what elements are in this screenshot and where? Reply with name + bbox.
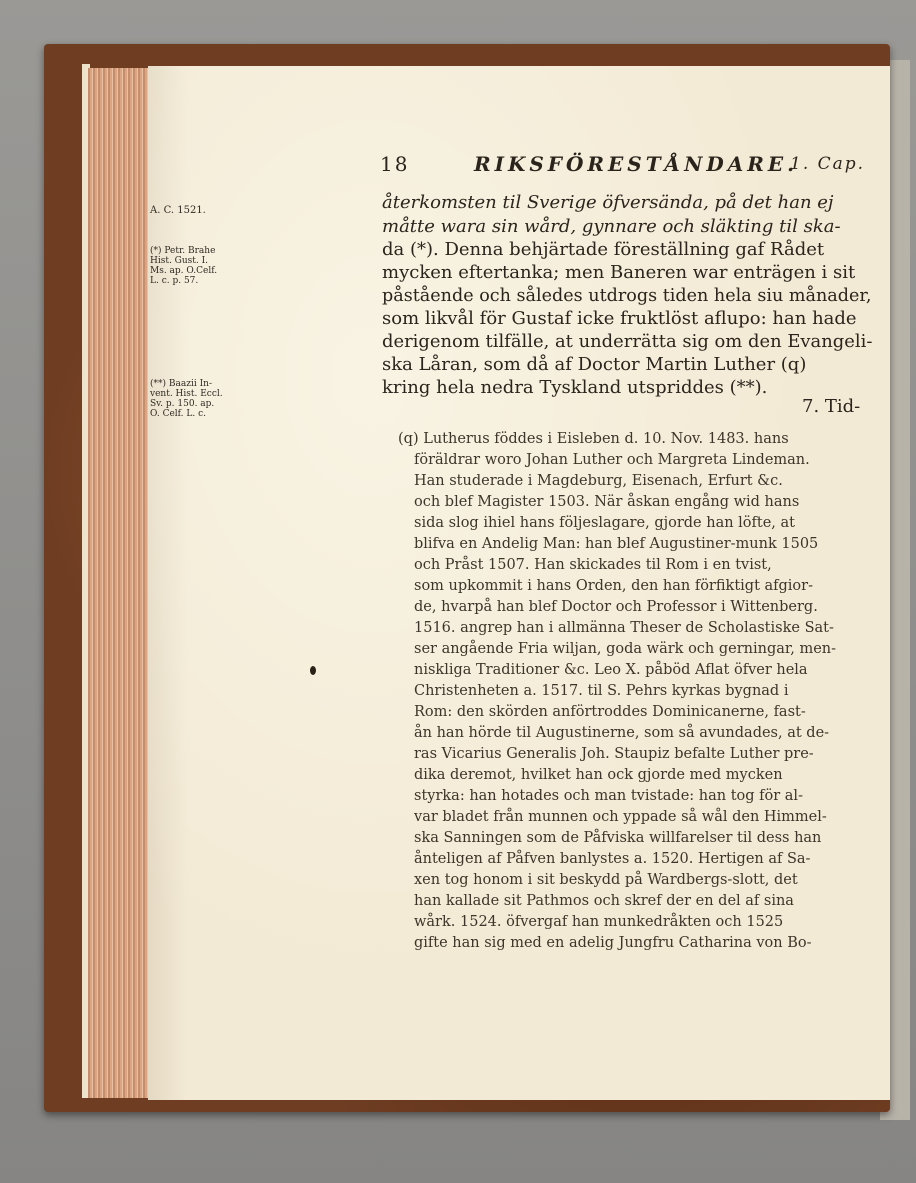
footnote-line: (q) Lutherus föddes i Eisleben d. 10. Nov. 1483. hans — [398, 431, 789, 447]
footnote-line: xen tog honom i sit beskydd på Wardbergs-slott, det — [414, 872, 798, 888]
body-line: derigenom tilfälle, at underrätta sig om den Evangeli- — [382, 331, 873, 352]
footnote-line: ånteligen af Påfven banlystes a. 1520. Hertigen af Sa- — [414, 851, 811, 867]
body-line: återkomsten til Sverige öfversända, på det han ej — [382, 192, 834, 213]
footnote-line: ån han hörde til Augustinerne, som så avundades, at de- — [414, 725, 830, 741]
margin-note-line: Ms. ap. O.Celf. — [150, 266, 218, 276]
body-line: ska Låran, som då af Doctor Martin Luther (q) — [382, 354, 807, 375]
footnote-line: föräldrar woro Johan Luther och Margreta Lindeman. — [414, 452, 810, 468]
footnote-line: sida slog ihiel hans följeslagare, gjorde han löfte, at — [414, 515, 795, 531]
margin-note-line: O. Celf. L. c. — [150, 409, 206, 419]
page-block-edge — [85, 68, 153, 1098]
body-line: mycken eftertanka; men Baneren war enträgen i sit — [382, 262, 856, 283]
footnote-line: ska Sanningen som de Påfviska willfarelser til dess han — [414, 830, 822, 846]
footnote-line: ras Vicarius Generalis Joh. Staupiz befalte Luther pre- — [414, 746, 814, 762]
catchword: 7. Tid- — [802, 396, 861, 417]
body-line: måtte wara sin wård, gynnare och släkting til ska- — [382, 216, 841, 237]
footnote-line: styrka: han hotades och man tvistade: han tog för al- — [414, 788, 803, 804]
margin-note-line: vent. Hist. Eccl. — [150, 389, 223, 399]
body-line: da (*). Denna behjärtade föreställning gaf Rådet — [382, 239, 825, 260]
ink-spot — [310, 666, 316, 675]
chapter-label: 1. Cap. — [790, 154, 866, 174]
footnote-line: var bladet från munnen och yppade så wål den Himmel- — [414, 809, 827, 825]
footnote-line: som upkommit i hans Orden, den han förfiktigt afgior- — [414, 578, 813, 594]
footnote-line: ser angående Fria wiljan, goda wärk och gerningar, men- — [414, 641, 837, 657]
footnote-line: 1516. angrep han i allmänna Theser de Scholastiske Sat- — [414, 620, 834, 636]
footnote-line: niskliga Traditioner &c. Leo X. påböd Aflat öfver hela — [414, 662, 808, 678]
margin-note-line: Sv. p. 150. ap. — [150, 399, 215, 409]
footnote-line: och Pråst 1507. Han skickades til Rom i en tvist, — [414, 557, 772, 573]
footnote-line: Han studerade i Magdeburg, Eisenach, Erfurt &c. — [414, 473, 783, 489]
footnote-line: blifva en Andelig Man: han blef Augustiner-munk 1505 — [414, 536, 819, 552]
footnote-line: och blef Magister 1503. När åskan engång wid hans — [414, 494, 800, 510]
margin-year: A. C. 1521. — [150, 205, 206, 216]
footnote-line: de, hvarpå han blef Doctor och Professor i Wittenberg. — [414, 599, 818, 615]
running-title: RIKSFÖRESTÅNDARE. — [474, 152, 799, 176]
footnote-line: gifte han sig med en adelig Jungfru Catharina von Bo- — [414, 935, 812, 951]
book-page — [148, 66, 890, 1100]
margin-note-star — [150, 246, 217, 286]
margin-note-line: (*) Petr. Brahe — [150, 246, 216, 256]
page-number: 18 — [380, 152, 410, 176]
margin-note-line: (**) Baazii In- — [150, 379, 212, 389]
footnote-line: han kallade sit Pathmos och skref der en del af sina — [414, 893, 794, 909]
footnote-line: wårk. 1524. öfvergaf han munkedråkten och 1525 — [414, 914, 784, 930]
body-line: kring hela nedra Tyskland utspriddes (**). — [382, 377, 768, 398]
margin-note-line: L. c. p. 57. — [150, 276, 199, 286]
margin-note-double-star — [150, 379, 223, 419]
footnote-line: dika deremot, hvilket han ock gjorde med mycken — [414, 767, 783, 783]
footnote-line: Christenheten a. 1517. til S. Pehrs kyrkas bygnad i — [414, 683, 789, 699]
body-line: som likvål för Gustaf icke fruktlöst aflupo: han hade — [382, 308, 857, 329]
footnote-line: Rom: den skörden anförtroddes Dominicanerne, fast- — [414, 704, 806, 720]
body-line: påstående och således utdrogs tiden hela siu månader, — [382, 285, 872, 306]
margin-note-line: Hist. Gust. I. — [150, 256, 209, 266]
